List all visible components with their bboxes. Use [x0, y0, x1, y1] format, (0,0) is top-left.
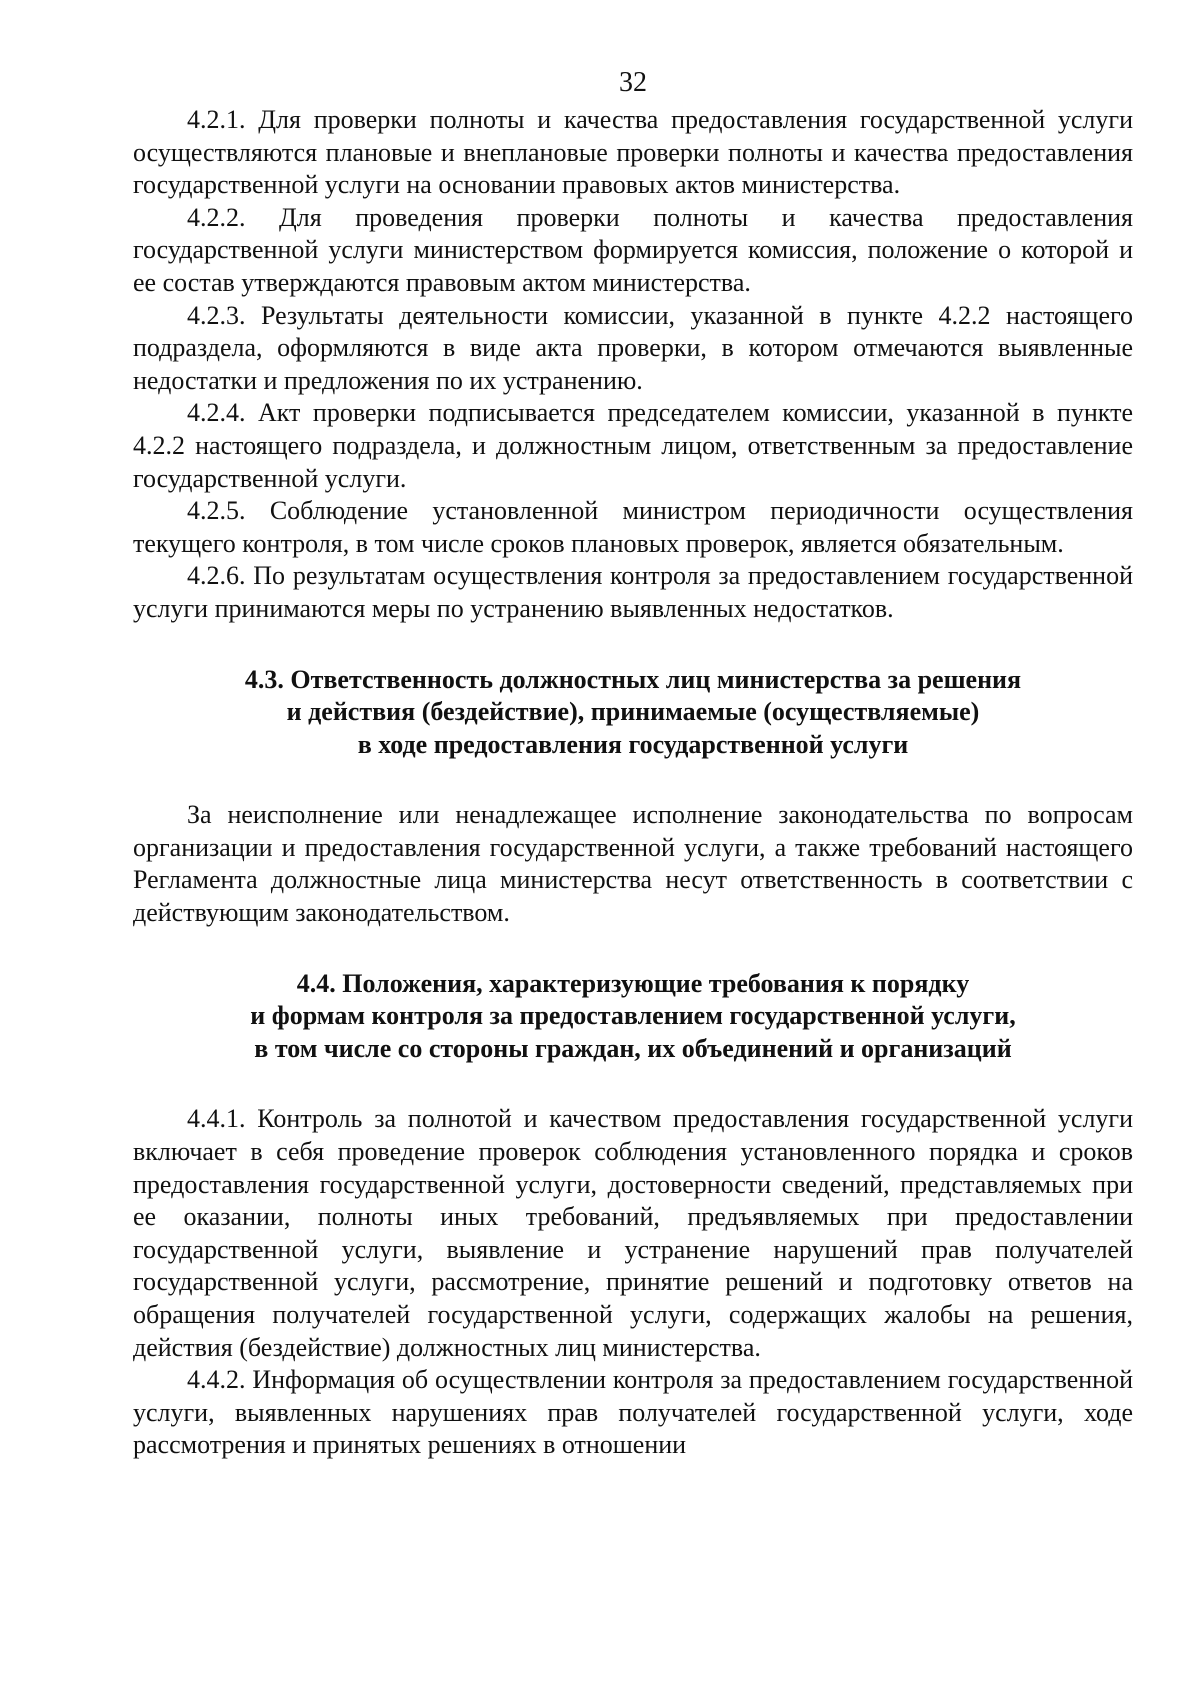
- paragraph-4-2-1: 4.2.1. Для проверки полноты и качества предоставления государственной услуги осуществляются плановые и внеплановые проверки полноты и качества предоставления государственной услуги на основании правовых актов министерства.: [133, 105, 1133, 200]
- section-heading-4-4: [133, 968, 1133, 1066]
- section-heading-4-4-line-2: и формам контроля за предоставлением государственной услуги,: [250, 1001, 1016, 1031]
- paragraph-4-2-3: 4.2.3. Результаты деятельности комиссии, указанной в пункте 4.2.2 настоящего подраздела, оформляются в виде акта проверки, в котором отмечаются выявленные недостатки и предложения по их устранению.: [133, 300, 1133, 395]
- section-heading-4-3-line-2: и действия (бездействие), принимаемые (осуществляемые): [286, 697, 980, 727]
- section-heading-4-3-line-1: 4.3. Ответственность должностных лиц министерства за решения: [244, 664, 1022, 694]
- section-heading-4-3-line-3: в ходе предоставления государственной услуги: [357, 729, 909, 759]
- section-heading-4-3: [133, 664, 1133, 762]
- paragraph-4-2-5: 4.2.5. Соблюдение установленной министром периодичности осуществления текущего контроля, в том числе сроков плановых проверок, является обязательным.: [133, 496, 1133, 558]
- document-page: [133, 66, 1133, 1462]
- paragraph-4-3: За неисполнение или ненадлежащее исполнение законодательства по вопросам организации и предоставления государственной услуги, а также требований настоящего Регламента должностные лица министерства несут ответственность в соответствии с действующим законодательством.: [133, 800, 1133, 928]
- paragraph-4-2-6: 4.2.6. По результатам осуществления контроля за предоставлением государственной услуги принимаются меры по устранению выявленных недостатков.: [133, 561, 1133, 623]
- section-heading-4-4-line-3: в том числе со стороны граждан, их объединений и организаций: [254, 1033, 1012, 1063]
- paragraph-4-4-1: 4.4.1. Контроль за полнотой и качеством предоставления государственной услуги включает в себя проведение проверок соблюдения установленного порядка и сроков предоставления государственной услуги, достоверности сведений, представляемых при ее оказании, полноты иных требований, предъявляемых при предоставлении государственной услуги, выявление и устранение нарушений прав получателей государственной услуги, рассмотрение, принятие решений и подготовку ответов на обращения получателей государственной услуги, содержащих жалобы на решения, действия (бездействие) должностных лиц министерства.: [133, 1104, 1133, 1362]
- paragraph-4-2-2: 4.2.2. Для проведения проверки полноты и качества предоставления государственной услуги министерством формируется комиссия, положение о которой и ее состав утверждаются правовым актом министерства.: [133, 202, 1133, 297]
- page-number: 32: [619, 67, 647, 98]
- section-heading-4-4-line-1: 4.4. Положения, характеризующие требования к порядку: [296, 968, 970, 998]
- paragraph-4-2-4: 4.2.4. Акт проверки подписывается председателем комиссии, указанной в пункте 4.2.2 настоящего подраздела, и должностным лицом, ответственным за предоставление государственной услуги.: [133, 398, 1133, 493]
- paragraph-4-4-2: 4.4.2. Информация об осуществлении контроля за предоставлением государственной услуги, выявленных нарушениях прав получателей государственной услуги, ходе рассмотрения и принятых решениях в отношении: [133, 1365, 1133, 1460]
